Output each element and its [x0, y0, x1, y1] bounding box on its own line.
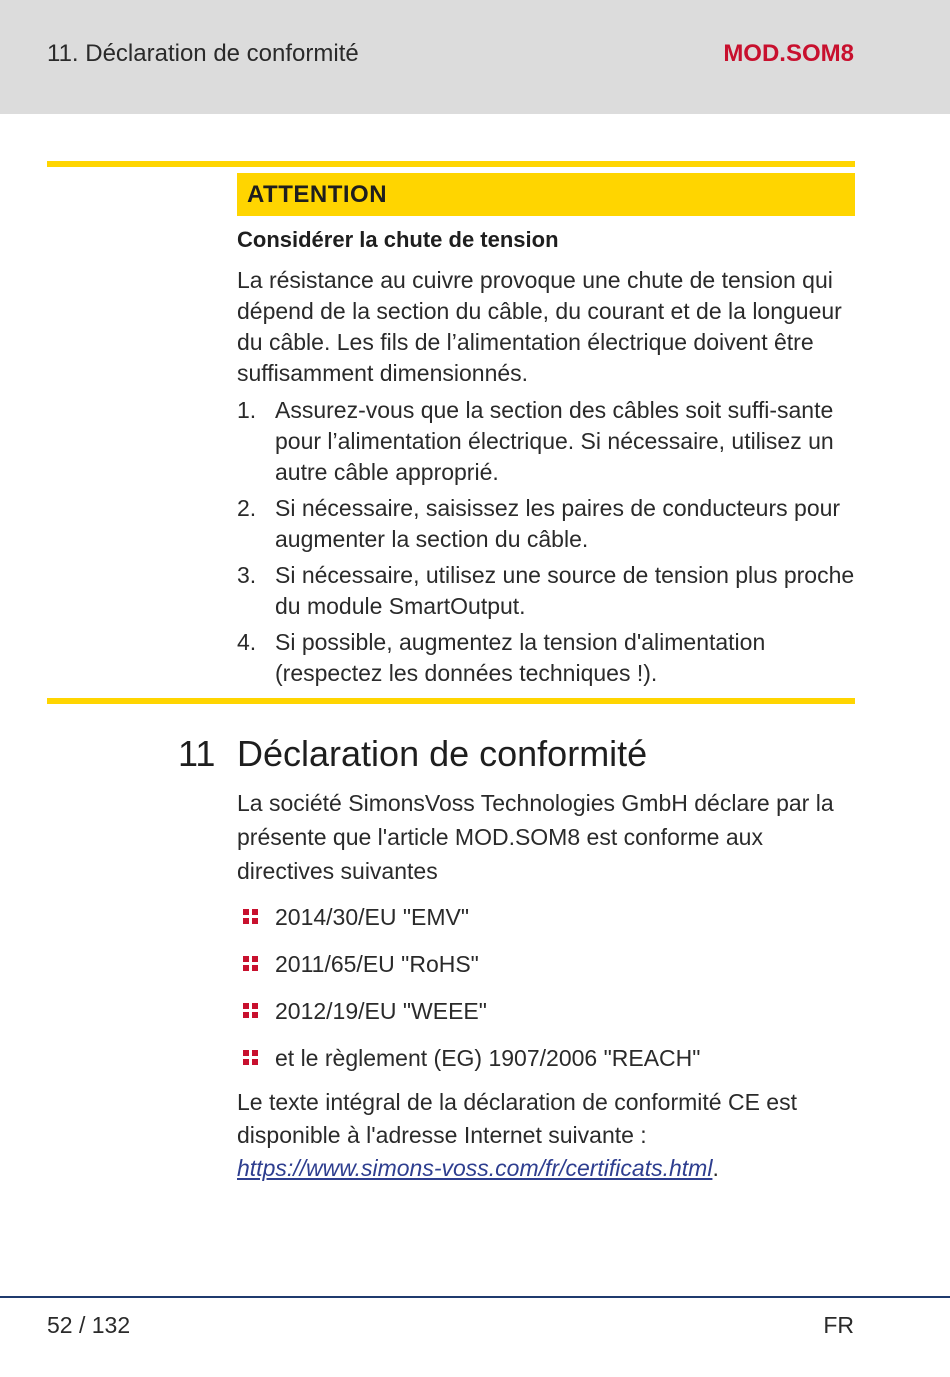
list-item: [237, 994, 855, 1041]
square-bullet-icon: [243, 909, 258, 924]
square-bullet-icon: [243, 1003, 258, 1018]
section-number: 11: [178, 733, 216, 774]
square-bullet-icon: [243, 1050, 258, 1065]
directives-list: [237, 900, 855, 1088]
footer-rule: [0, 1296, 950, 1298]
section-intro: La société SimonsVoss Technologies GmbH déclare par la présente que l'article MOD.SOM8 est conforme aux directives suivantes: [237, 790, 834, 884]
section-heading: Déclaration de conformité: [237, 733, 648, 774]
directive-text: 2014/30/EU "EMV": [275, 904, 470, 930]
step-number: 2.: [237, 495, 257, 521]
header-section-title: 11. Déclaration de conformité: [47, 40, 359, 67]
warning-title: Considérer la chute de tension: [237, 227, 559, 252]
attention-label: ATTENTION: [247, 181, 388, 208]
warning-bottom-rule: [47, 698, 855, 704]
directive-text: 2011/65/EU "RoHS": [275, 951, 479, 977]
list-item: [237, 947, 855, 994]
step-text: Si possible, augmentez la tension d'alimentation (respectez les données techniques !).: [275, 629, 766, 686]
step-text: Si nécessaire, saisissez les paires de conducteurs pour augmenter la section du câble.: [275, 495, 841, 552]
step-number: 4.: [237, 629, 257, 655]
list-item: [237, 493, 855, 555]
directive-text: 2012/19/EU "WEEE": [275, 998, 487, 1024]
step-number: 1.: [237, 397, 257, 423]
list-item: [237, 1041, 855, 1088]
step-text: Si nécessaire, utilisez une source de tension plus proche du module SmartOutput.: [275, 562, 855, 619]
square-bullet-icon: [243, 956, 258, 971]
closing-period: .: [712, 1155, 719, 1181]
directive-text: et le règlement (EG) 1907/2006 "REACH": [275, 1045, 701, 1071]
closing-paragraph: [237, 1086, 855, 1185]
list-item: [237, 627, 855, 689]
list-item: [237, 395, 855, 488]
list-item: [237, 560, 855, 622]
step-text: Assurez-vous que la section des câbles soit suffi-sante pour l’alimentation électrique. Si nécessaire, utilisez un autre câble approprié.: [275, 397, 834, 485]
page-header: [0, 0, 950, 114]
language-code: FR: [823, 1312, 854, 1338]
header-product-name: MOD.SOM8: [723, 40, 854, 67]
warning-steps-list: [237, 395, 855, 694]
warning-top-rule: [47, 161, 855, 167]
closing-text: Le texte intégral de la déclaration de conformité CE est disponible à l'adresse Internet suivante :: [237, 1089, 797, 1148]
warning-body: La résistance au cuivre provoque une chute de tension qui dépend de la section du câble, du courant et de la longueur du câble. Les fils de l’alimentation électrique doivent être suffisamment dimensionnés.: [237, 267, 842, 386]
attention-banner: [237, 173, 855, 216]
step-number: 3.: [237, 562, 257, 588]
list-item: [237, 900, 855, 947]
page-number: 52 / 132: [47, 1312, 131, 1338]
certificates-link[interactable]: https://www.simons-voss.com/fr/certificats.html: [237, 1155, 713, 1181]
